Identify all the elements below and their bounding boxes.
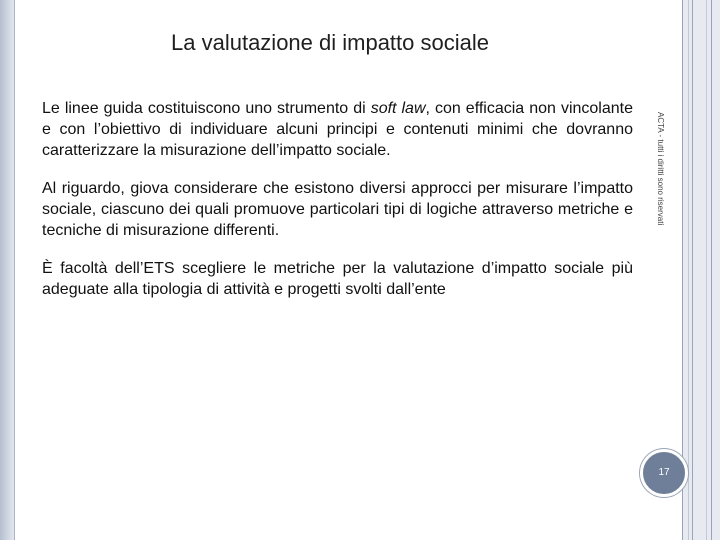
page-number-badge: 17 bbox=[640, 449, 688, 497]
soft-law-emphasis: soft law bbox=[370, 100, 426, 117]
right-frame-line bbox=[688, 0, 689, 540]
paragraph-soft-law-text-start: Le linee guida costituiscono uno strumento di bbox=[42, 100, 371, 117]
paragraph-approaches: Al riguardo, giova considerare che esistono diversi approcci per misurare l’impatto sociale, ciascuno dei quali promuove particolari tipi di logiche attraverso metriche e tecniche di misurazione differenti. bbox=[42, 180, 633, 239]
right-frame-line bbox=[706, 0, 707, 540]
paragraph-soft-law bbox=[42, 98, 633, 161]
paragraph-metrics: È facoltà dell’ETS scegliere le metriche per la valutazione d’impatto sociale più adeguate alla tipologia di attività e progetti svolti dall’ente bbox=[42, 260, 633, 298]
slide-title: La valutazione di impatto sociale bbox=[171, 30, 489, 55]
slide-body bbox=[42, 98, 633, 317]
right-frame-line bbox=[692, 0, 693, 540]
left-bar-divider bbox=[14, 0, 15, 540]
copyright-note: ACTA - tutti i diritti sono riservati bbox=[656, 112, 665, 226]
paragraph-soft-law-text-end: , con efficacia non vincolante e con l’obiettivo di individuare alcuni principi e contenuti minimi che dovranno caratterizzare la misurazione dell’impatto sociale. bbox=[42, 100, 633, 159]
left-decorative-bar bbox=[0, 0, 14, 540]
right-frame-line bbox=[711, 0, 712, 540]
